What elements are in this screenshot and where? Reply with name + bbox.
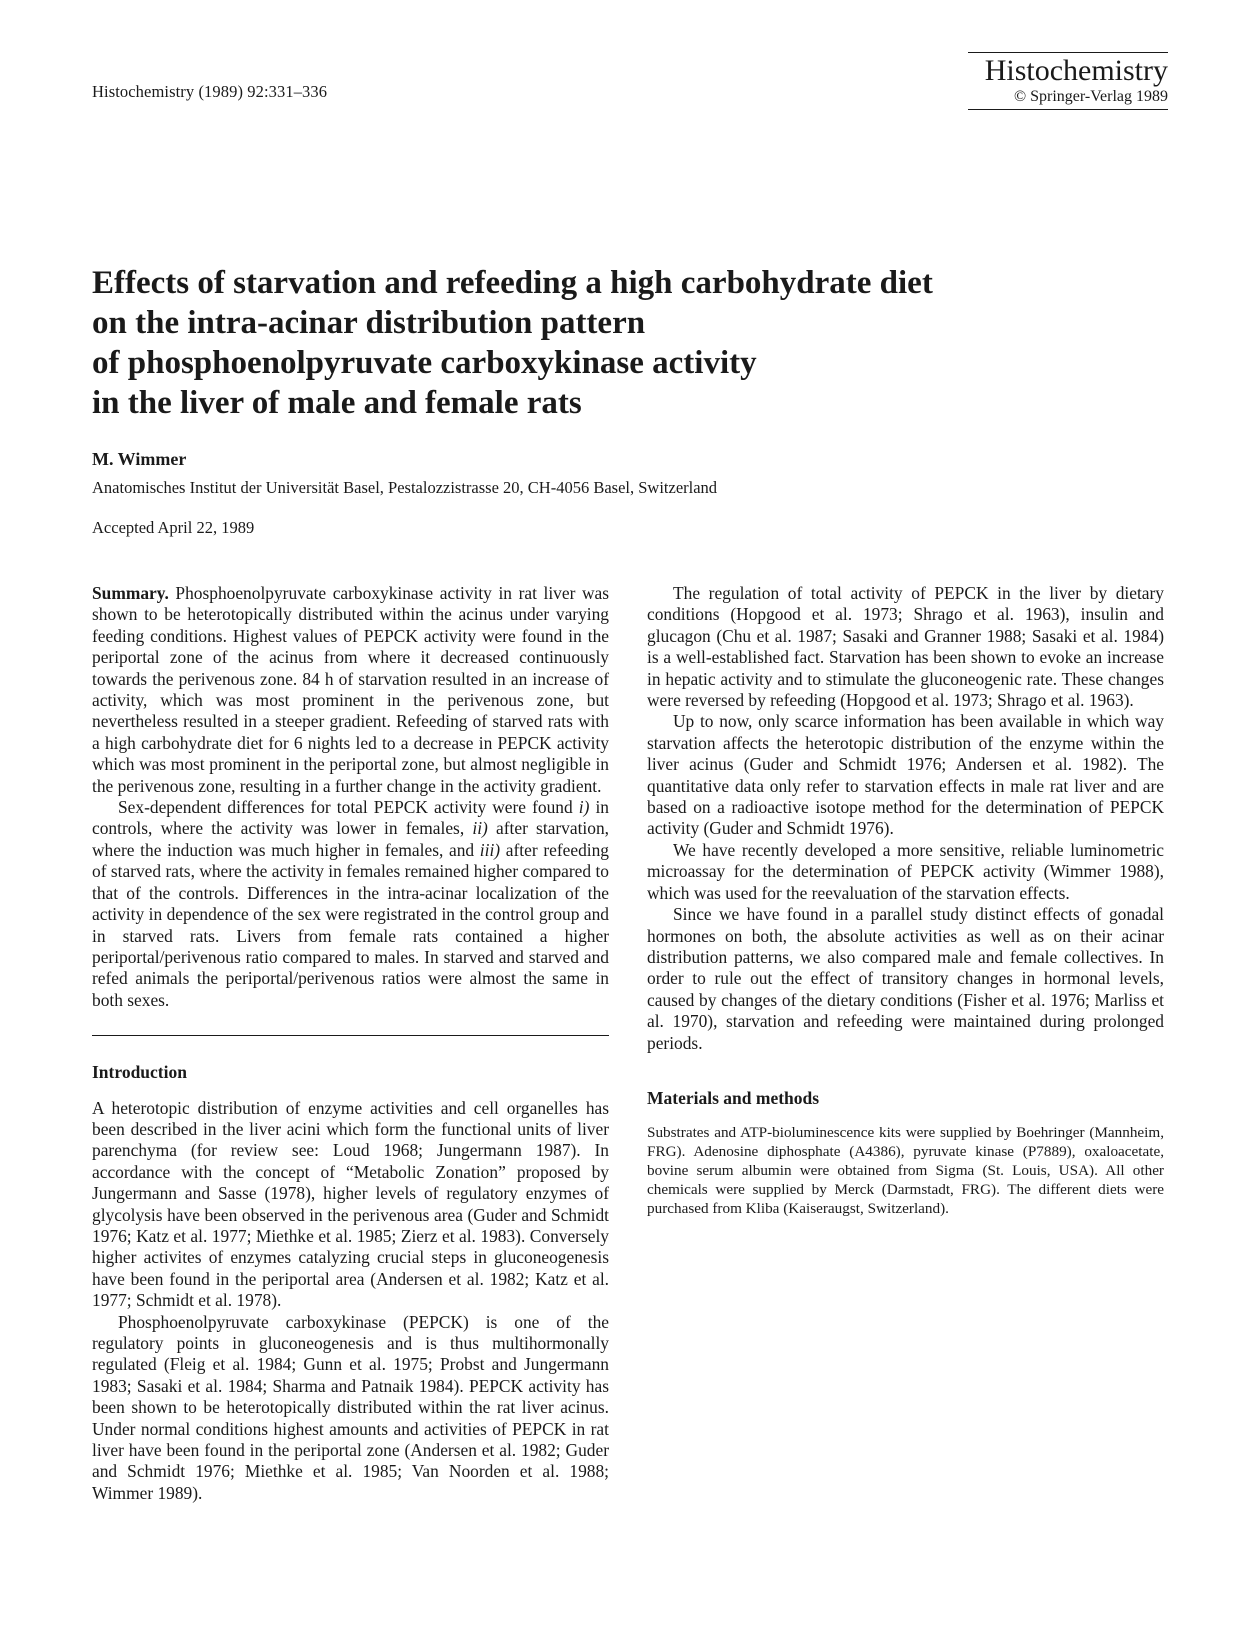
journal-masthead	[968, 52, 1168, 110]
introduction-paragraph: A heterotopic distribution of enzyme activities and cell organelles has been described in the liver acini which form the functional units of liver parenchyma (for review see: Loud 1968; Jungermann 1987). In accordance with the concept of “Metabolic Zonation” proposed by Jungermann and Sasse (1978), higher levels of regulatory enzymes of glycolysis have been observed in the perivenous area (Guder and Schmidt 1976; Katz et al. 1977; Miethke et al. 1985; Zierz et al. 1983). Conversely higher activites of enzymes catalyzing crucial steps in gluconeogenesis have been found in the periportal area (Andersen et al. 1982; Katz et al. 1977; Schmidt et al. 1978).	[92, 1097, 609, 1311]
methods-paragraph: Substrates and ATP-bioluminescence kits were supplied by Boehringer (Mannheim, FRG). Adenosine diphosphate (A4386), pyruvate kinase (P7889), oxaloacetate, bovine serum albumin were obtained from Sigma (St. Louis, USA). All other chemicals were supplied by Merck (Darmstadt, FRG). The different diets were purchased from Kliba (Kaiseraugst, Switzerland).	[647, 1124, 1164, 1218]
introduction-paragraph: Phosphoenolpyruvate carboxykinase (PEPCK) is one of the regulatory points in gluconeogenesis and is thus multihormonally regulated (Fleig et al. 1984; Gunn et al. 1975; Probst and Jungermann 1983; Sasaki et al. 1984; Sharma and Patnaik 1984). PEPCK activity has been shown to be heterotopically distributed within the rat liver acinus. Under normal conditions highest amounts and activities of PEPCK in rat liver have been found in the periportal zone (Andersen et al. 1982; Guder and Schmidt 1976; Miethke et al. 1985; Van Noorden et al. 1988; Wimmer 1989).	[92, 1311, 609, 1503]
running-head: Histochemistry (1989) 92:331–336	[92, 82, 328, 101]
summary-paragraph	[92, 583, 609, 797]
right-column	[647, 583, 1164, 1218]
title-line: on the intra-acinar distribution pattern	[92, 305, 646, 341]
methods-heading: Materials and methods	[647, 1087, 820, 1108]
title-line: of phosphoenolpyruvate carboxykinase activity	[92, 345, 757, 381]
summary-enum: ii)	[472, 818, 488, 839]
left-column	[92, 583, 609, 1504]
article-title	[92, 263, 1092, 423]
summary-enum: iii)	[479, 839, 501, 860]
title-line: Effects of starvation and refeeding a high carbohydrate diet	[92, 265, 933, 301]
summary-label: Summary.	[92, 583, 169, 603]
introduction-paragraph: We have recently developed a more sensitive, reliable luminometric microassay for the determination of PEPCK activity (Wimmer 1988), which was used for the reevaluation of the starvation effects.	[647, 839, 1164, 903]
summary-text: Phosphoenolpyruvate carboxykinase activity in rat liver was shown to be heterotopically distributed within the acinus under varying feeding conditions. Highest values of PEPCK activity were found in the periportal zone of the acinus from where it decreased continuously towards the perivenous zone. 84 h of starvation resulted in an increase of activity, which was most prominent in the perivenous zone, but nevertheless resulted in a steeper gradient. Refeeding of starved rats with a high carbohydrate diet for 6 nights led to a decrease in PEPCK activity which was most prominent in the periportal zone, but almost negligible in the perivenous zone, resulting in a further change in the activity gradient.	[92, 583, 609, 796]
summary-paragraph	[92, 797, 609, 1011]
summary-text: after refeeding of starved rats, where the activity in females remained higher compared to that of the controls. Differences in the intra-acinar localization of the activity in dependence of the sex were registrated in the control group and in starved rats. Livers from female rats contained a higher periportal/perivenous ratio compared to males. In starved and starved and refed animals the periportal/perivenous ratios were almost the same in both sexes.	[92, 839, 609, 1010]
journal-copyright: © Springer-Verlag 1989	[1013, 88, 1168, 105]
summary-divider	[92, 1035, 609, 1036]
summary-enum: i)	[578, 797, 590, 818]
accepted-date: Accepted April 22, 1989	[92, 518, 255, 537]
masthead-top-rule	[968, 52, 1168, 53]
introduction-paragraph: Since we have found in a parallel study distinct effects of gonadal hormones on both, the absolute activities as well as on their acinar distribution patterns, we also compared male and female collectives. In order to rule out the effect of transitory changes in hormonal levels, caused by changes of the dietary conditions (Fisher et al. 1976; Marliss et al. 1970), starvation and refeeding were maintained during prolonged periods.	[647, 904, 1164, 1053]
masthead-bottom-rule	[968, 109, 1168, 110]
introduction-paragraph: Up to now, only scarce information has been available in which way starvation affects the heterotopic distribution of the enzyme within the liver acinus (Guder and Schmidt 1976; Andersen et al. 1982). The quantitative data only refer to starvation effects in male rat liver and are based on a radioactive isotope method for the determination of PEPCK activity (Guder and Schmidt 1976).	[647, 711, 1164, 839]
author-name: M. Wimmer	[92, 449, 187, 469]
summary-text: in controls, where the activity was lower in females,	[92, 797, 610, 839]
title-line: in the liver of male and female rats	[92, 385, 582, 421]
introduction-paragraph: The regulation of total activity of PEPCK in the liver by dietary conditions (Hopgood et al. 1973; Shrago et al. 1963), insulin and glucagon (Chu et al. 1987; Sasaki and Granner 1988; Sasaki et al. 1984) is a well-established fact. Starvation has been shown to evoke an increase in hepatic activity and to stimulate the gluconeogenic rate. These changes were reversed by refeeding (Hopgood et al. 1973; Shrago et al. 1963).	[647, 583, 1164, 711]
summary-text: after starvation, where the induction was much higher in females, and	[92, 818, 609, 860]
summary-text: Sex-dependent differences for total PEPCK activity were found	[118, 797, 579, 818]
author-affiliation: Anatomisches Institut der Universität Basel, Pestalozzistrasse 20, CH-4056 Basel, Switzerland	[92, 478, 718, 497]
journal-name: Histochemistry	[984, 54, 1168, 87]
introduction-heading: Introduction	[92, 1062, 187, 1083]
